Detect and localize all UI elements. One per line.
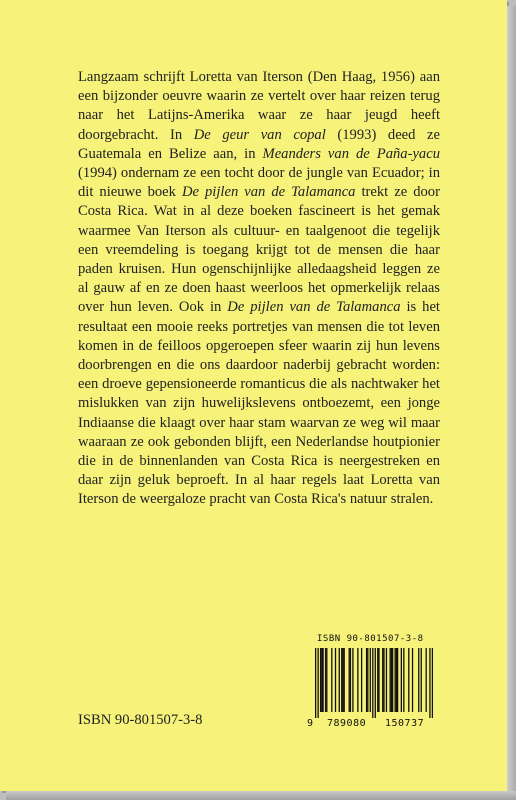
barcode-bar: [408, 648, 409, 712]
barcode-bar: [342, 648, 343, 712]
book-title-3: De pijlen van de Talamanca: [181, 184, 356, 201]
barcode-isbn-label: ISBN 90-801507-3-8: [317, 634, 424, 644]
barcode-left-digits: 789080: [327, 718, 367, 729]
barcode-bar: [397, 648, 398, 712]
barcode-bar: [322, 648, 323, 712]
barcode-bar: [403, 648, 404, 712]
blurb-text: [78, 68, 440, 510]
barcode-bar: [366, 648, 367, 712]
blurb-segment: (1993) deed ze Guatemala en Belize aan, in: [78, 126, 441, 162]
barcode-bar: [344, 648, 345, 712]
barcode-bar: [367, 648, 368, 712]
barcode-bar: [321, 648, 322, 712]
barcode-right-digits: 150737: [385, 718, 425, 729]
barcode-bar: [320, 648, 321, 712]
page-edge-bottom: [6, 791, 516, 800]
barcode-bars: [315, 648, 433, 718]
barcode-bar: [315, 648, 316, 718]
blurb-segment: trekt ze door Costa Rica. Wat in al deze boeken fascineert is het gemak waarmee Van Iterson als cultuur- en taalgenoot die tegelijk een vreemdeling is toegang krijgt tot de mensen die haar paden kruisen. Hun ogenschijnlijke alledaagsheid leggen ze al gauw af en ze doen haast weerloos het opmerkelijk relaas over hun leven. Ook in: [78, 184, 440, 316]
book-title-2: Meanders van de Paña-yacu: [262, 145, 440, 162]
barcode-bar: [394, 648, 395, 712]
isbn-number: ISBN 90-801507-3-8: [78, 712, 203, 728]
barcode-bar: [421, 648, 422, 712]
barcode-bar: [370, 648, 371, 712]
barcode-bar: [335, 648, 336, 712]
barcode-bar: [383, 648, 384, 712]
barcode-bar: [401, 648, 402, 712]
barcode-first-digit: 9: [307, 718, 314, 729]
barcode-bar: [386, 648, 387, 712]
barcode-bar: [357, 648, 358, 712]
barcode-bar: [341, 648, 342, 712]
blurb-segment: Langzaam schrijft Loretta van Iterson (Den Haag, 1956) aan een bijzonder oeuvre waarin ze vertelt over haar reizen terug naar het Latijns-Amerika waar ze haar jeugd heeft doorgebracht. In: [78, 69, 440, 143]
barcode-bar: [418, 648, 419, 712]
barcode-bar: [391, 648, 392, 712]
barcode-bar: [412, 648, 413, 712]
barcode-bar: [429, 648, 430, 718]
book-title-1: De geur van copal: [193, 126, 326, 143]
barcode-bar: [382, 648, 383, 712]
barcode-bar: [325, 648, 326, 712]
page-edge-right: [507, 6, 516, 800]
barcode-bar: [331, 648, 332, 712]
blurb-segment: is het resultaat een mooie reeks portretjes van mensen die tot leven komen in de feilloos opgeroepen sfeer waarin zij hun levens doorbrengen en die ons daardoor naderbij gebracht worden: een droeve gepensioneerde romanticus die als nachtwaker het mislukken van zijn huwelijkslevens ontboezemt, een jonge Indiaanse die klaagt over haar stam waarvan ze weg wil maar waaraan ze ook gebonden blijft, een Nederlandse houtpionier die in de binnenlanden van Costa Rica is neergestreken en daar zijn geluk beproeft. In al haar regels laat Loretta van Iterson de weergaloze pracht van Costa Rica's natuur stralen.: [78, 299, 440, 508]
barcode-bar: [317, 648, 318, 718]
barcode-bar: [396, 648, 397, 712]
barcode-bar: [350, 648, 351, 712]
barcode-bar: [352, 648, 353, 712]
barcode-bar: [392, 648, 393, 712]
barcode-bar: [375, 648, 376, 718]
barcode-bar: [426, 648, 427, 712]
barcode: [307, 634, 441, 738]
book-title-4: De pijlen van de Talamanca: [227, 299, 401, 316]
blurb-segment: (1994) ondernam ze een tocht door de jungle van Ecuador; in dit nieuwe boek: [78, 165, 440, 201]
blurb-paragraph: [78, 68, 440, 510]
barcode-bar: [326, 648, 327, 712]
barcode-bar: [432, 648, 433, 718]
barcode-bar: [377, 648, 378, 712]
barcode-bar: [361, 648, 362, 712]
barcode-bar: [390, 648, 391, 712]
barcode-bar: [372, 648, 373, 718]
barcode-bar: [378, 648, 379, 712]
barcode-bar: [349, 648, 350, 712]
barcode-bar: [339, 648, 340, 712]
